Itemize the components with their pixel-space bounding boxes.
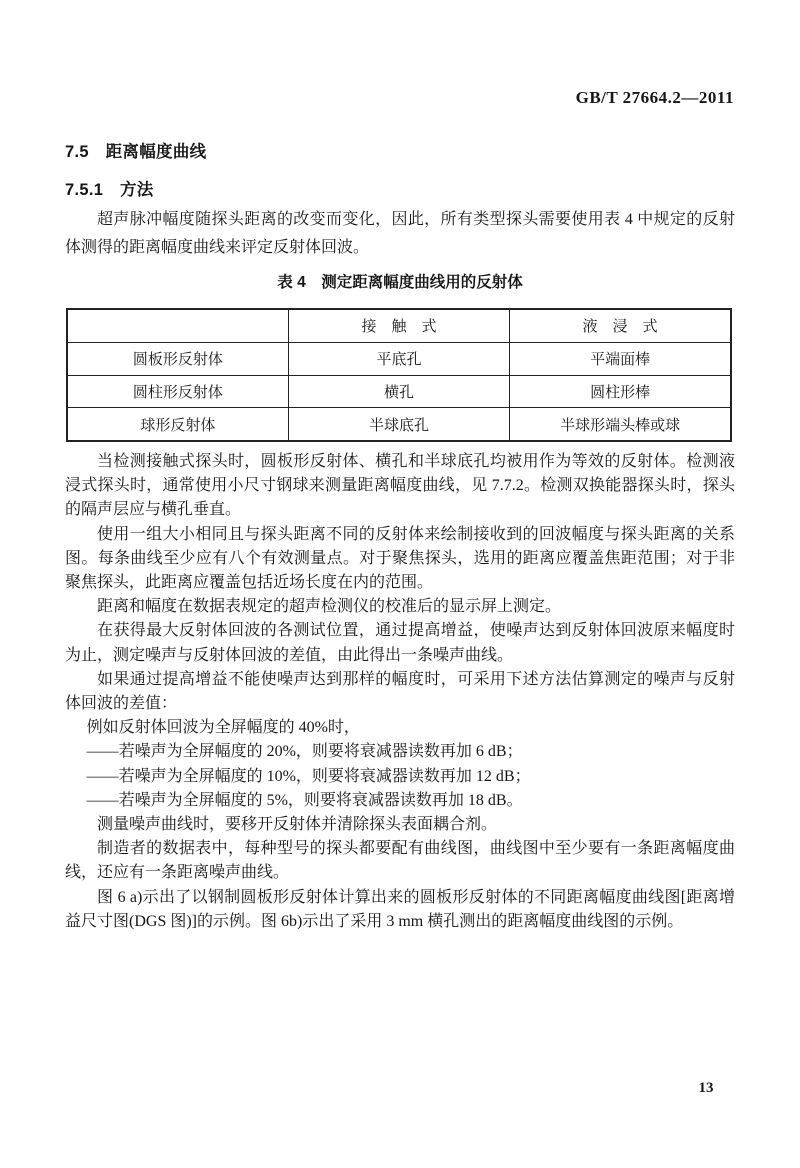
table-header-row [67, 309, 731, 342]
table-caption: 表 4 测定距离幅度曲线用的反射体 [277, 274, 523, 291]
table-cell: 圆柱形反射体 [67, 375, 288, 408]
subsection-heading: 7.5.1 方法 [65, 181, 154, 199]
section-heading: 7.5 距离幅度曲线 [65, 143, 207, 161]
reflector-table [66, 308, 732, 442]
paragraph: 图 6 a)示出了以钢制圆板形反射体计算出来的圆板形反射体的不同距离幅度曲线图[距离增益尺寸图(DGS 图)]的示例。图 6b)示出了采用 3 mm 横孔测出的距离幅度曲线图的示例。 [65, 888, 735, 930]
table-cell: 球形反射体 [67, 408, 288, 441]
example-line: 例如反射体回波为全屏幅度的 40%时， [86, 719, 360, 737]
table-cell: 圆柱形棒 [510, 375, 731, 408]
paragraph: 当检测接触式探头时，圆板形反射体、横孔和半球底孔均被用作为等效的反射体。检测液浸式探头时，通常使用小尺寸钢球来测量距离幅度曲线，见 7.7.2。检测双换能器探头时，探头的隔声层应与横孔垂直。 [65, 453, 735, 519]
table-cell: 平端面棒 [510, 342, 731, 375]
table-header-immersion: 液 浸 式 [510, 309, 731, 342]
table-cell: 平底孔 [288, 342, 509, 375]
table-header-blank [67, 309, 288, 342]
paragraph: 在获得最大反射体回波的各测试位置，通过提高增益，使噪声达到反射体回波原来幅度时为止，测定噪声与反射体回波的差值，由此得出一条噪声曲线。 [65, 622, 735, 664]
paragraph: 如果通过提高增益不能使噪声达到那样的幅度时，可采用下述方法估算测定的噪声与反射体回波的差值： [65, 670, 735, 713]
dash-list-item: ——若噪声为全屏幅度的 10%，则要将衰减器读数再加 12 dB； [86, 767, 531, 785]
table-cell: 圆板形反射体 [67, 342, 288, 375]
page-number: 13 [698, 1080, 714, 1096]
table-row [67, 342, 731, 375]
table-header-contact: 接 触 式 [288, 309, 509, 342]
standard-code: GB/T 27664.2—2011 [575, 88, 734, 107]
intro-paragraph: 超声脉冲幅度随探头距离的改变而变化，因此，所有类型探头需要使用表 4 中规定的反射体测得的距离幅度曲线来评定反射体回波。 [65, 211, 735, 256]
dash-list-item: ——若噪声为全屏幅度的 20%，则要将衰减器读数再加 6 dB； [86, 743, 523, 761]
table-row [67, 408, 731, 441]
paragraph: 距离和幅度在数据表规定的超声检测仪的校准后的显示屏上测定。 [97, 598, 562, 616]
table-row [67, 375, 731, 408]
dash-list-item: ——若噪声为全屏幅度的 5%，则要将衰减器读数再加 18 dB。 [86, 791, 523, 809]
table-cell: 半球底孔 [288, 408, 509, 441]
paragraph: 制造者的数据表中，每种型号的探头都要配有曲线图，曲线图中至少要有一条距离幅度曲线，还应有一条距离噪声曲线。 [65, 840, 735, 882]
paragraph: 测量噪声曲线时，要移开反射体并清除探头表面耦合剂。 [97, 816, 498, 834]
table-cell: 横孔 [288, 375, 509, 408]
table-cell: 半球形端头棒或球 [510, 408, 731, 441]
paragraph: 使用一组大小相同且与探头距离不同的反射体来绘制接收到的回波幅度与探头距离的关系图。每条曲线至少应有八个有效测量点。对于聚焦探头，选用的距离应覆盖焦距范围；对于非聚焦探头，此距离应覆盖包括近场长度在内的范围。 [65, 525, 735, 592]
body-text [65, 450, 735, 934]
